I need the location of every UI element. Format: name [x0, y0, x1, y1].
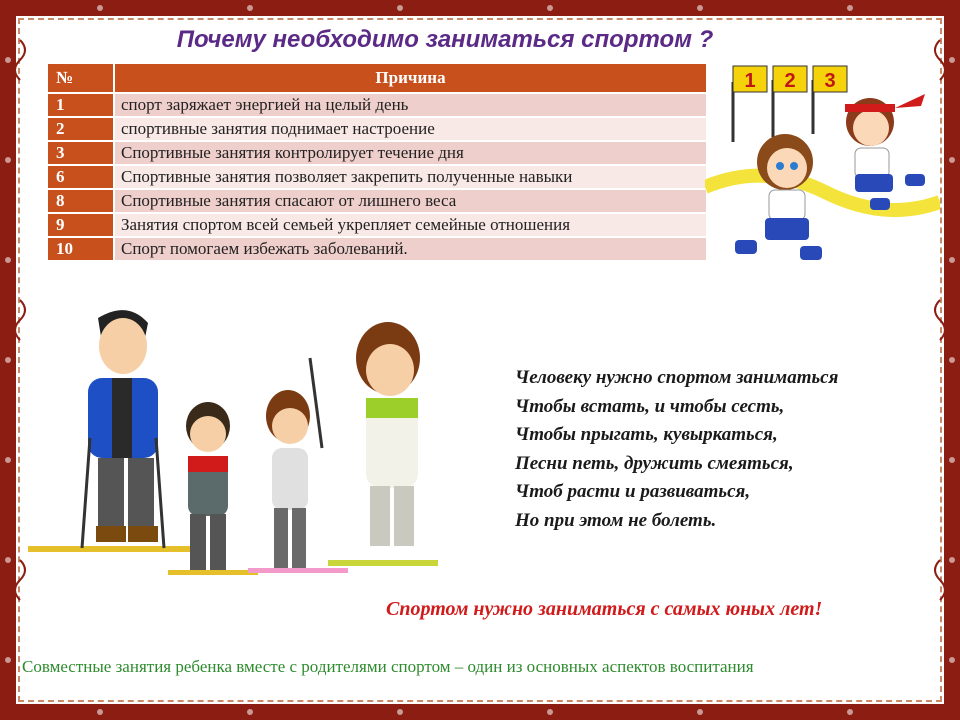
row-reason: Спортивные занятия позволяет закрепить полученные навыки — [114, 165, 707, 189]
flag-label-3: 3 — [824, 70, 836, 92]
flag-label-1: 1 — [744, 70, 756, 92]
poem-line: Но при этом не болеть. — [515, 509, 717, 531]
row-number: 3 — [47, 141, 114, 165]
page-title: Почему необходимо заниматься спортом ? — [176, 26, 714, 53]
poem-line: Песни петь, дружить смеяться, — [515, 452, 794, 474]
running-kids-illustration — [705, 62, 940, 272]
table-row — [47, 213, 707, 237]
table-row — [47, 93, 707, 117]
girl-skier — [248, 358, 348, 573]
poem-line: Чтобы прыгать, кувыркаться, — [515, 424, 778, 445]
poem-line: Чтоб расти и развиваться, — [515, 481, 751, 502]
running-boy — [845, 94, 925, 210]
father-skier — [28, 310, 198, 552]
poem — [515, 364, 838, 535]
table-header-row — [47, 63, 707, 93]
row-reason: Спортивные занятия контролирует течение дня — [114, 141, 707, 165]
row-reason: спорт заряжает энергией на целый день — [114, 93, 707, 117]
row-number: 8 — [47, 189, 114, 213]
slogan: Спортом нужно заниматься с самых юных лет! — [386, 598, 823, 620]
row-reason: Спортивные занятия спасают от лишнего веса — [114, 189, 707, 213]
row-reason: Занятия спортом всей семьей укрепляет семейные отношения — [114, 213, 707, 237]
header-number: № — [47, 63, 114, 93]
podium-flags — [733, 66, 847, 142]
poem-line: Человеку нужно спортом заниматься — [515, 367, 839, 388]
table-row — [47, 117, 707, 141]
row-number: 6 — [47, 165, 114, 189]
row-number: 9 — [47, 213, 114, 237]
row-reason: Спорт помогаем избежать заболеваний. — [114, 237, 707, 261]
skiing-family-illustration — [28, 298, 458, 598]
row-number: 1 — [47, 93, 114, 117]
mother-skier — [328, 322, 438, 566]
table-row — [47, 165, 707, 189]
footer-text: Совместные занятия ребенка вместе с родителями спортом – один из основных аспектов воспитания — [22, 657, 754, 676]
row-reason: спортивные занятия поднимает настроение — [114, 117, 707, 141]
table-row — [47, 189, 707, 213]
running-girl — [735, 134, 822, 260]
poem-line: Чтобы встать, и чтобы сесть, — [515, 395, 785, 417]
row-number: 2 — [47, 117, 114, 141]
header-reason: Причина — [114, 63, 707, 93]
reasons-table — [46, 62, 708, 262]
flag-label-2: 2 — [784, 70, 796, 92]
row-number: 10 — [47, 237, 114, 261]
table-row — [47, 141, 707, 165]
table-row — [47, 237, 707, 261]
